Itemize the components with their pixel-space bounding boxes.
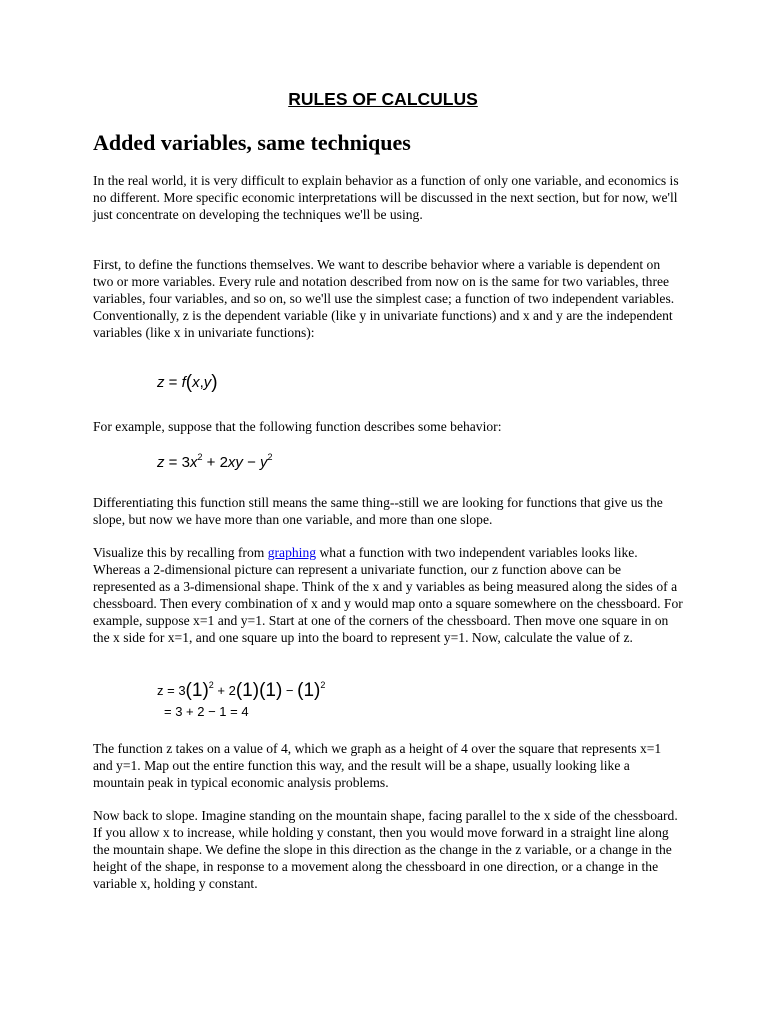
paragraph-define-functions: First, to define the functions themselves. We want to describe behavior where a variable is dependent on two or more variables. Every rule and notation described from now on is the same for two variables, three variables, four variables, and so on, so we'll use the simplest case; a function of two independent variables. Conventionally, z is the dependent variable (like y in univariate functions) and x and y are the independent variables (like x in univariate functions): xyxy=(93,257,675,340)
paragraph-slope: Now back to slope. Imagine standing on the mountain shape, facing parallel to the x side of the chessboard. If you allow x to increase, while holding y constant, then you would move forward in a straight line along the mountain shape. We define the slope in this direction as the change in the z variable, or a change in the height of the shape, in response to a movement along the chessboard in one direction, or a change in the variable x, holding y constant. xyxy=(93,808,678,891)
graphing-link[interactable]: graphing xyxy=(267,545,317,560)
paragraph-intro: In the real world, it is very difficult to explain behavior as a function of only one variable, and economics is no different. More specific economic interpretations will be discussed in the next section, but for now, we'll just concentrate on developing the techniques we'll be using. xyxy=(93,173,679,222)
equation-evaluate-z xyxy=(157,680,325,719)
equation-evaluate-line1: $z = 3(1)^2 + 2(1)(1) - (1)^2$ xyxy=(157,680,326,701)
equation-example-function: $z = 3x^2 + 2xy - y^2$ xyxy=(157,452,273,471)
page-title: RULES OF CALCULUS xyxy=(288,89,478,109)
paragraph-value-of-z: The function z takes on a value of 4, which we graph as a height of 4 over the square that represents x=1 and y=1. Map out the entire function this way, and the result will be a shape, usually looking like a mountain peak in typical economic analysis problems. xyxy=(93,741,662,790)
paragraph-visualize: Visualize this by recalling from graphing what a function with two independent variables looks like. Whereas a 2-dimensional picture can represent a univariate function, our z function above can be represented as a 3-dimensional shape. Think of the x and y variables as being measured along the sides of a chessboard. Then every combination of x and y would map onto a square somewhere on the chessboard. For example, suppose x=1 and y=1. Start at one of the corners of the chessboard. Then move one square in on the x side for x=1, and one square up into the board to represent y=1. Now, calculate the value of z. xyxy=(93,545,683,645)
equation-z-function-of-x-y: z = f(x,y) xyxy=(157,372,218,393)
paragraph-differentiating: Differentiating this function still means the same thing--still we are looking for functions that give us the slope, but now we have more than one variable, and more than one slope. xyxy=(93,495,663,527)
section-heading: Added variables, same techniques xyxy=(93,130,411,155)
equation-evaluate-line2: = 3 + 2 − 1 = 4 xyxy=(164,704,249,719)
paragraph-example: For example, suppose that the following function describes some behavior: xyxy=(93,419,502,434)
